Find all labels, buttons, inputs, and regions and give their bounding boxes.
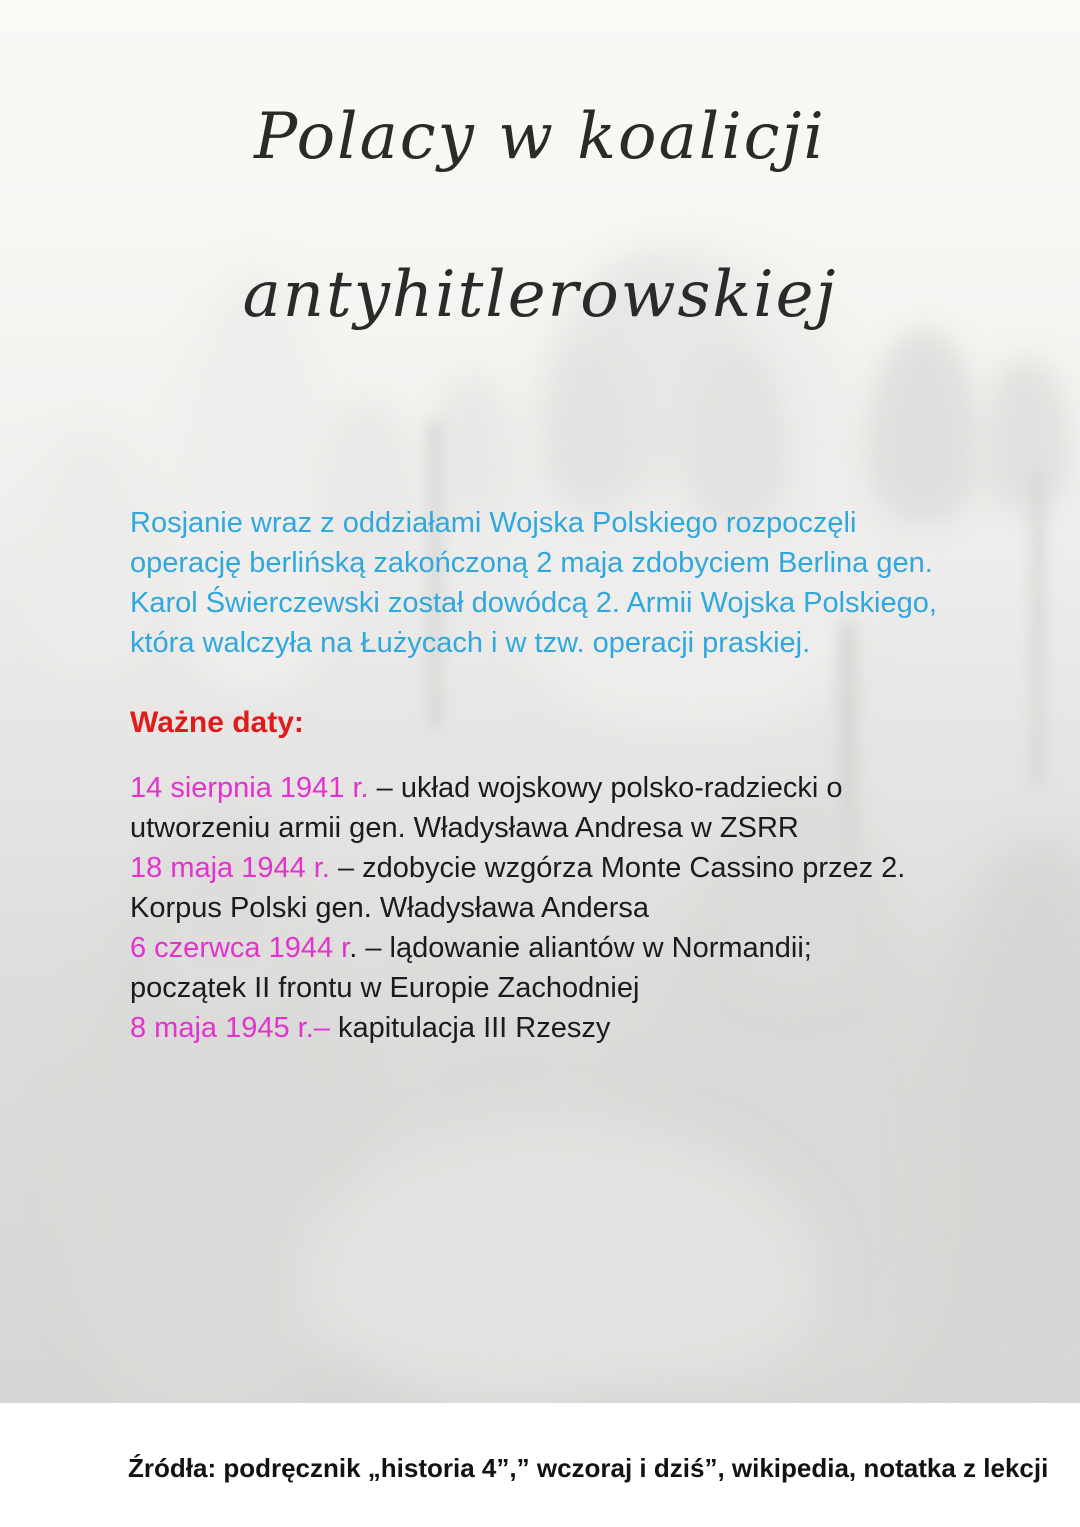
date-value: 14 sierpnia 1941 r. — [130, 771, 369, 804]
title-line-2: antyhitlerowskiej — [242, 258, 838, 332]
dates-heading: Ważne daty: — [130, 706, 304, 739]
date-value: 18 maja 1944 r. — [130, 851, 330, 884]
photo-rifle — [1032, 470, 1044, 790]
photo-figure — [982, 358, 1070, 513]
intro-line: Karol Świerczewski został dowódcą 2. Armii Wojska Polskiego, — [130, 587, 937, 619]
date-description: początek II frontu w Europie Zachodniej — [130, 971, 640, 1004]
intro-line: która walczyła na Łużycach i w tzw. operacji praskiej. — [130, 627, 811, 659]
date-line — [130, 968, 975, 1008]
date-line — [130, 768, 975, 808]
date-value: 6 czerwca 1944 r — [130, 931, 350, 964]
intro-line: Rosjanie wraz z oddziałami Wojska Polskiego rozpoczęli — [130, 507, 857, 539]
date-description: . – lądowanie aliantów w Normandii; — [349, 931, 812, 964]
main-content — [130, 503, 975, 1048]
date-line — [130, 1008, 975, 1048]
date-description: – układ wojskowy polsko-radziecki o — [368, 771, 843, 804]
date-line — [130, 888, 975, 928]
date-value: 8 maja 1945 r.– — [130, 1011, 330, 1044]
date-line — [130, 848, 975, 888]
sources-text: Źródła: podręcznik „historia 4”,” wczoraj i dziś”, wikipedia, notatka z lekcji — [128, 1453, 1049, 1483]
intro-line: operację berlińską zakończoną 2 maja zdobyciem Berlina gen. — [130, 547, 933, 579]
title-line-1: Polacy w koalicji — [254, 100, 826, 174]
page-title — [0, 58, 1080, 374]
date-description: utworzeniu armii gen. Władysława Andresa w ZSRR — [130, 811, 799, 844]
dates-list — [130, 768, 975, 1048]
page-footer — [0, 1403, 1080, 1527]
date-line — [130, 808, 975, 848]
date-description: kapitulacja III Rzeszy — [329, 1011, 611, 1044]
date-description: – zdobycie wzgórza Monte Cassino przez 2. — [329, 851, 906, 884]
date-line — [130, 928, 975, 968]
intro-paragraph — [130, 503, 975, 663]
date-description: Korpus Polski gen. Władysława Andersa — [130, 891, 650, 924]
